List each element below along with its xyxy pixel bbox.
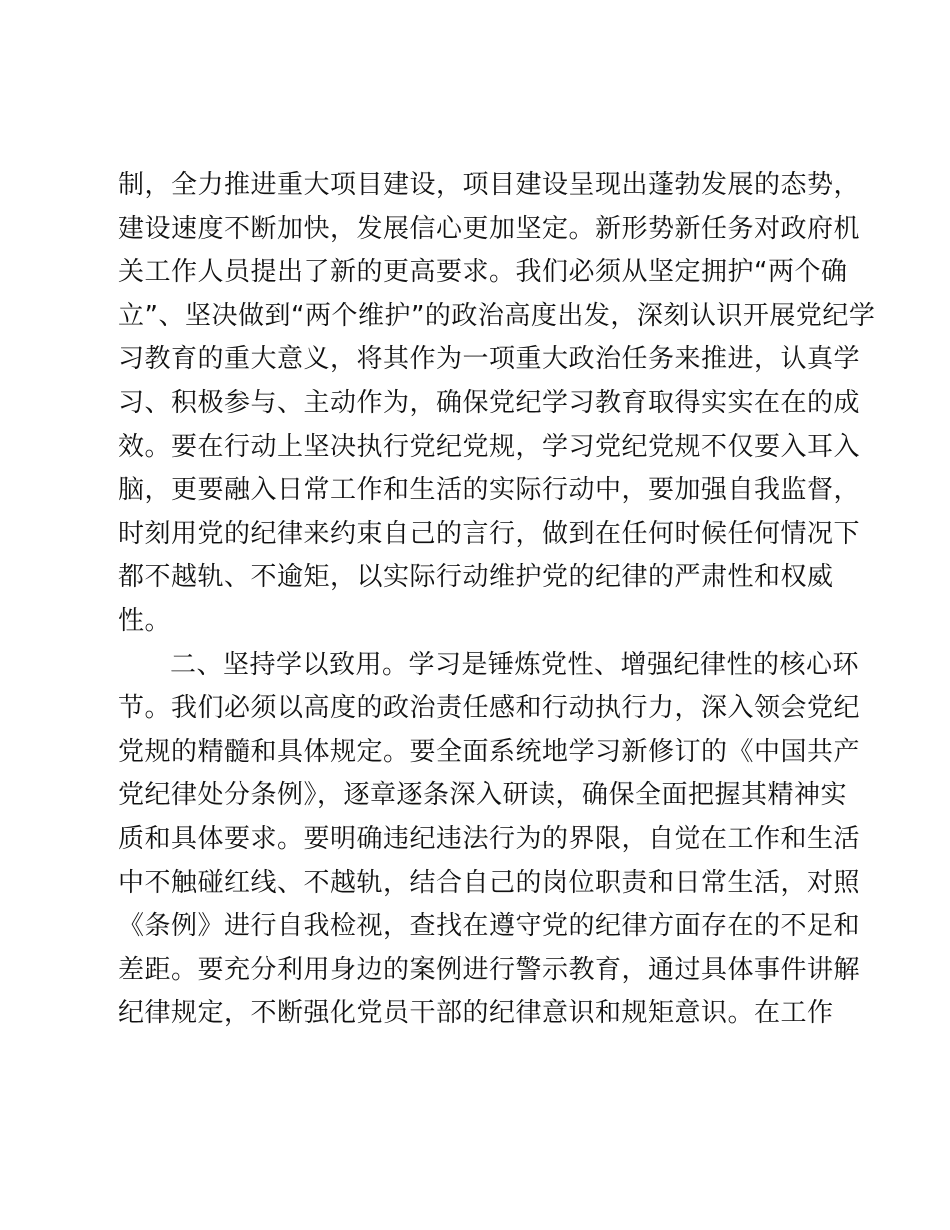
text-line: 制，全力推进重大项目建设，项目建设呈现出蓬勃发展的态势， xyxy=(118,170,861,200)
text-line: 关工作人员提出了新的更高要求。我们必须从坚定拥护“两个确 xyxy=(118,257,848,288)
text-line: 立”、坚决做到“两个维护”的政治高度出发，深刻认识开展党纪学 xyxy=(118,300,876,331)
text-line: 习、积极参与、主动作为，确保党纪学习教育取得实实在在的成 xyxy=(118,387,861,418)
text-line: 建设速度不断加快，发展信心更加坚定。新形势新任务对政府机 xyxy=(118,213,861,244)
text-line: 脑，更要融入日常工作和生活的实际行动中，要加强自我监督， xyxy=(118,475,861,506)
text-line: 习教育的重大意义，将其作为一项重大政治任务来推进，认真学 xyxy=(118,344,861,375)
text-line: 节。我们必须以高度的政治责任感和行动执行力，深入领会党纪 xyxy=(118,693,861,724)
text-line: 《条例》进行自我检视，查找在遵守党的纪律方面存在的不足和 xyxy=(118,911,861,942)
text-line: 党纪律处分条例》，逐章逐条深入研读，确保全面把握其精神实 xyxy=(118,780,848,811)
text-line: 都不越轨、不逾矩，以实际行动维护党的纪律的严肃性和权威 xyxy=(118,562,834,593)
text-line: 差距。要充分利用身边的案例进行警示教育，通过具体事件讲解 xyxy=(118,954,861,985)
text-line: 党规的精髓和具体规定。要全面系统地学习新修订的《中国共产 xyxy=(118,736,861,767)
text-line: 性。 xyxy=(118,605,172,636)
text-line: 中不触碰红线、不越轨，结合自己的岗位职责和日常生活，对照 xyxy=(118,867,861,898)
section-heading-line: 二、坚持学以致用。学习是锤炼党性、增强纪律性的核心环 xyxy=(170,649,860,680)
text-line: 效。要在行动上坚决执行党纪党规，学习党纪党规不仅要入耳入 xyxy=(118,431,861,462)
text-line: 纪律规定，不断强化党员干部的纪律意识和规矩意识。在工作 xyxy=(118,998,834,1029)
text-line: 质和具体要求。要明确违纪违法行为的界限，自觉在工作和生活 xyxy=(118,823,861,854)
text-line: 时刻用党的纪律来约束自己的言行，做到在任何时候任何情况下 xyxy=(118,518,861,549)
body-text xyxy=(118,164,876,1036)
